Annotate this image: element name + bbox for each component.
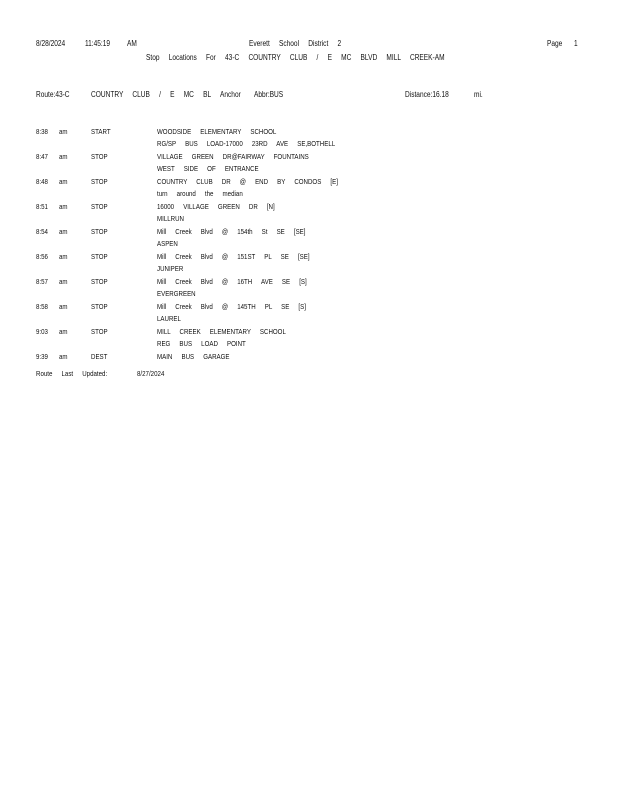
stop-type: STOP bbox=[91, 152, 108, 161]
stop-time: 8:57 bbox=[36, 277, 48, 286]
stop-ampm: am bbox=[59, 202, 68, 211]
stop-location: WOODSIDE ELEMENTARY SCHOOL bbox=[157, 127, 277, 136]
footer-date: 8/27/2024 bbox=[137, 369, 165, 378]
report-time: 11:45:19 bbox=[85, 39, 111, 48]
stop-ampm: am bbox=[59, 177, 68, 186]
stop-type: STOP bbox=[91, 227, 108, 236]
stop-location: COUNTRY CLUB DR @ END BY CONDOS [E] bbox=[157, 177, 338, 186]
stop-ampm: am bbox=[59, 227, 68, 236]
stop-location: Mill Creek Blvd @ 145TH PL SE [S] bbox=[157, 302, 306, 311]
stop-type: STOP bbox=[91, 252, 108, 261]
page-number: 1 bbox=[574, 39, 578, 48]
stop-type: START bbox=[91, 127, 111, 136]
stop-location: MAIN BUS GARAGE bbox=[157, 352, 230, 361]
stop-location: MILL CREEK ELEMENTARY SCHOOL bbox=[157, 327, 286, 336]
stop-ampm: am bbox=[59, 127, 68, 136]
route-abbr: Abbr:BUS bbox=[254, 90, 284, 99]
page-label: Page bbox=[547, 39, 563, 48]
stop-time: 8:47 bbox=[36, 152, 48, 161]
stop-ampm: am bbox=[59, 277, 68, 286]
stop-type: STOP bbox=[91, 302, 108, 311]
distance-unit: mi. bbox=[474, 90, 483, 99]
route-anchor: Anchor bbox=[220, 90, 241, 99]
stop-time: 9:03 bbox=[36, 327, 48, 336]
stop-description: turn around the median bbox=[157, 189, 243, 198]
route-name: COUNTRY CLUB / E MC BL bbox=[91, 90, 212, 99]
stop-description: ASPEN bbox=[157, 239, 178, 248]
route-distance: Distance:16.18 bbox=[405, 90, 449, 99]
report-date: 8/28/2024 bbox=[36, 39, 66, 48]
stop-type: STOP bbox=[91, 277, 108, 286]
footer-label: Route Last Updated: bbox=[36, 369, 108, 378]
stop-ampm: am bbox=[59, 252, 68, 261]
stop-description: JUNIPER bbox=[157, 264, 184, 273]
stop-ampm: am bbox=[59, 327, 68, 336]
route-id: Route:43-C bbox=[36, 90, 70, 99]
stop-ampm: am bbox=[59, 152, 68, 161]
stop-type: DEST bbox=[91, 352, 108, 361]
report-title: Stop Locations For 43-C COUNTRY CLUB / E MC BLVD MILL CREEK-AM bbox=[146, 53, 445, 62]
stop-time: 8:51 bbox=[36, 202, 48, 211]
stop-description: LAUREL bbox=[157, 314, 181, 323]
stop-time: 8:56 bbox=[36, 252, 48, 261]
stop-location: VILLAGE GREEN DR@FAIRWAY FOUNTAINS bbox=[157, 152, 309, 161]
stop-type: STOP bbox=[91, 327, 108, 336]
stop-time: 8:54 bbox=[36, 227, 48, 236]
stop-ampm: am bbox=[59, 352, 68, 361]
stop-location: 16000 VILLAGE GREEN DR [N] bbox=[157, 202, 275, 211]
stop-time: 9:39 bbox=[36, 352, 48, 361]
stop-time: 8:48 bbox=[36, 177, 48, 186]
stop-description: WEST SIDE OF ENTRANCE bbox=[157, 164, 259, 173]
stop-type: STOP bbox=[91, 202, 108, 211]
stop-description: MILLRUN bbox=[157, 214, 185, 223]
stop-location: Mill Creek Blvd @ 16TH AVE SE [S] bbox=[157, 277, 307, 286]
stop-location: Mill Creek Blvd @ 154th St SE [SE] bbox=[157, 227, 306, 236]
report-ampm: AM bbox=[127, 39, 137, 48]
district-name: Everett School District 2 bbox=[249, 39, 342, 48]
stop-time: 8:38 bbox=[36, 127, 48, 136]
stop-ampm: am bbox=[59, 302, 68, 311]
stop-type: STOP bbox=[91, 177, 108, 186]
stop-description: REG BUS LOAD POINT bbox=[157, 339, 246, 348]
stop-description: RG/SP BUS LOAD-17000 23RD AVE SE,BOTHELL bbox=[157, 139, 336, 148]
stop-time: 8:58 bbox=[36, 302, 48, 311]
stop-description: EVERGREEN bbox=[157, 289, 196, 298]
stop-location: Mill Creek Blvd @ 151ST PL SE [SE] bbox=[157, 252, 310, 261]
